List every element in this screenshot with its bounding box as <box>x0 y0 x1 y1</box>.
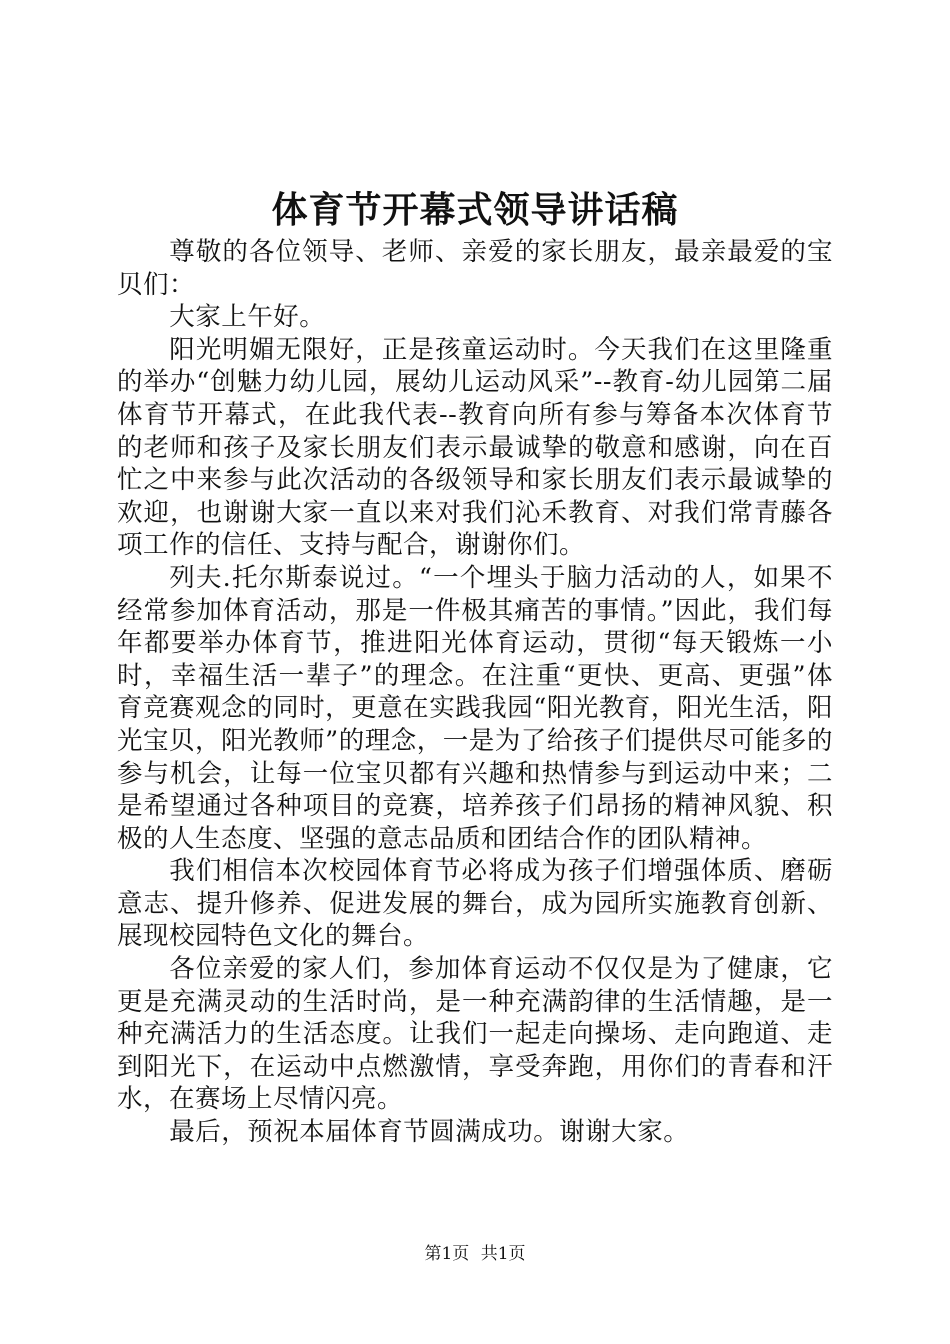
paragraph-tolstoy-quote: 列夫.托尔斯泰说过。“一个埋头于脑力活动的人，如果不经常参加体育活动，那是一件极其痛苦的事情。”因此，我们每年都要举办体育节，推进阳光体育运动，贯彻“每天锻炼一小时，幸福生活一辈子”的理念。在注重“更快、更高、更强”体育竞赛观念的同时，更意在实践我园“阳光教育，阳光生活，阳光宝贝，阳光教师”的理念，一是为了给孩子们提供尽可能多的参与机会，让每一位宝贝都有兴趣和热情参与到运动中来；二是希望通过各种项目的竞赛，培养孩子们昂扬的精神风貌、积极的人生态度、坚强的意志品质和团结合作的团队精神。 <box>117 562 833 854</box>
paragraph-greeting: 大家上午好。 <box>169 302 326 333</box>
page-number: 第1页 <box>424 1244 470 1264</box>
paragraph-belief: 我们相信本次校园体育节必将成为孩子们增强体质、磨砺意志、提升修养、促进发展的舞台，成为园所实施教育创新、展现校园特色文化的舞台。 <box>117 856 833 952</box>
paragraph-closing: 最后，预祝本届体育节圆满成功。谢谢大家。 <box>169 1117 690 1148</box>
document-title: 体育节开幕式领导讲话稿 <box>271 189 679 231</box>
paragraph-opening: 阳光明媚无限好，正是孩童运动时。今天我们在这里隆重的举办“创魅力幼儿园，展幼儿运动风采”--教育-幼儿园第二届体育节开幕式，在此我代表--教育向所有参与筹备本次体育节的老师和孩子及家长朋友们表示最诚挚的敬意和感谢，向在百忙之中来参与此次活动的各级领导和家长朋友们表示最诚挚的欢迎，也谢谢大家一直以来对我们沁禾教育、对我们常青藤各项工作的信任、支持与配合，谢谢你们。 <box>117 334 833 561</box>
page-count: 共1页 <box>480 1244 526 1264</box>
paragraph-call-to-action: 各位亲爱的家人们，参加体育运动不仅仅是为了健康，它更是充满灵动的生活时尚，是一种充满韵律的生活情趣，是一种充满活力的生活态度。让我们一起走向操场、走向跑道、走到阳光下，在运动中点燃激情，享受奔跑，用你们的青春和汗水，在赛场上尽情闪亮。 <box>117 954 833 1115</box>
page-footer <box>0 1242 950 1266</box>
document-body <box>117 236 833 1149</box>
paragraph-salutation: 尊敬的各位领导、老师、亲爱的家长朋友，最亲最爱的宝贝们： <box>117 237 833 300</box>
